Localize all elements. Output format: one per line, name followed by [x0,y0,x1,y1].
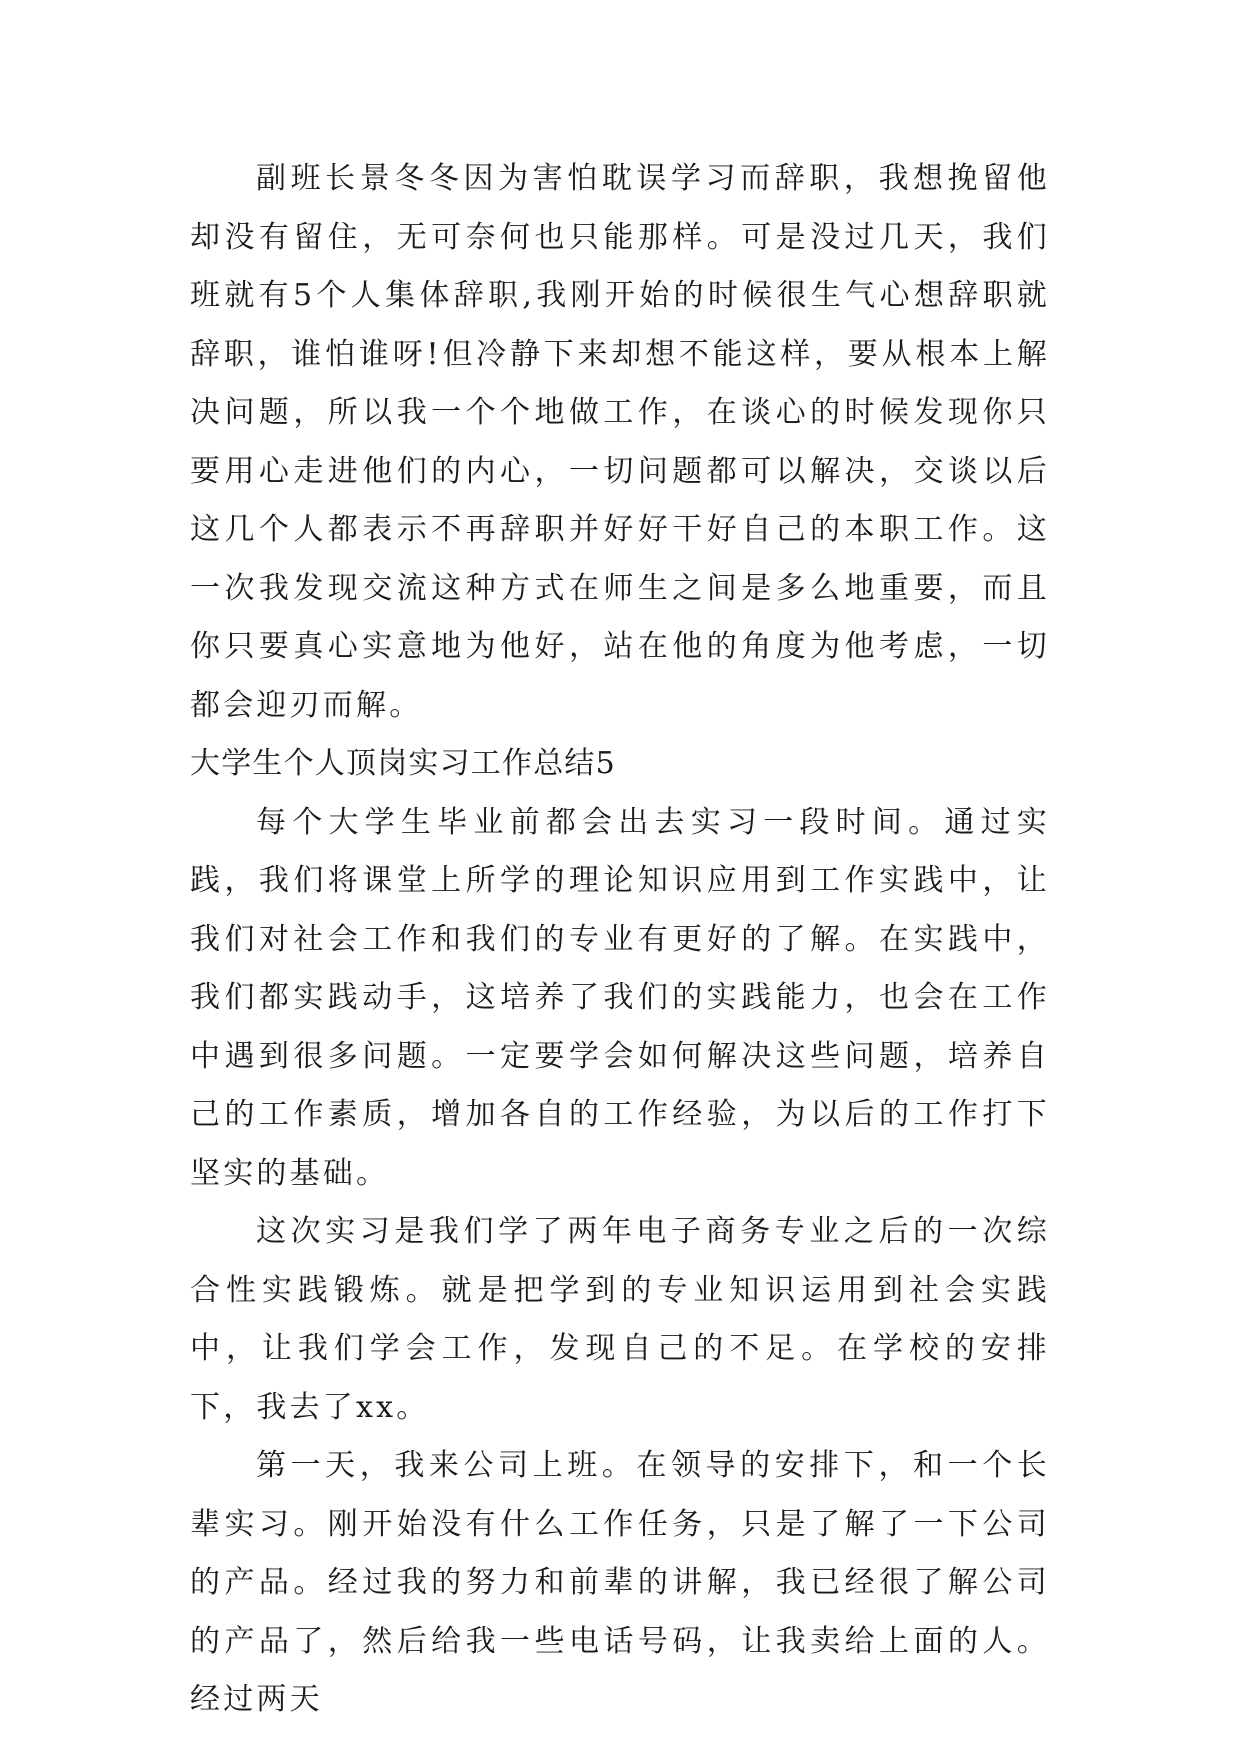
body-paragraph: 这次实习是我们学了两年电子商务专业之后的一次综合性实践锻炼。就是把学到的专业知识运用到社会实践中，让我们学会工作，发现自己的不足。在学校的安排下，我去了xx。 [190,1214,1050,1425]
section-title: 大学生个人顶岗实习工作总结5 [190,746,616,781]
body-paragraph: 第一天，我来公司上班。在领导的安排下，和一个长辈实习。刚开始没有什么工作任务，只是了解了一下公司的产品。经过我的努力和前辈的讲解，我已经很了解公司的产品了，然后给我一些电话号码，让我卖给上面的人。经过两天 [190,1448,1050,1717]
body-paragraph: 每个大学生毕业前都会出去实习一段时间。通过实践，我们将课堂上所学的理论知识应用到工作实践中，让我们对社会工作和我们的专业有更好的了解。在实践中，我们都实践动手，这培养了我们的实践能力，也会在工作中遇到很多问题。一定要学会如何解决这些问题，培养自己的工作素质，增加各自的工作经验，为以后的工作打下坚实的基础。 [190,804,1050,1191]
document-page [190,150,1050,1730]
body-paragraph: 副班长景冬冬因为害怕耽误学习而辞职，我想挽留他却没有留住，无可奈何也只能那样。可是没过几天，我们班就有5个人集体辞职,我刚开始的时候很生气心想辞职就辞职，谁怕谁呀!但冷静下来却想不能这样，要从根本上解决问题，所以我一个个地做工作，在谈心的时候发现你只要用心走进他们的内心，一切问题都可以解决，交谈以后这几个人都表示不再辞职并好好干好自己的本职工作。这一次我发现交流这种方式在师生之间是多么地重要，而且你只要真心实意地为他好，站在他的角度为他考虑，一切都会迎刃而解。 [190,161,1050,723]
